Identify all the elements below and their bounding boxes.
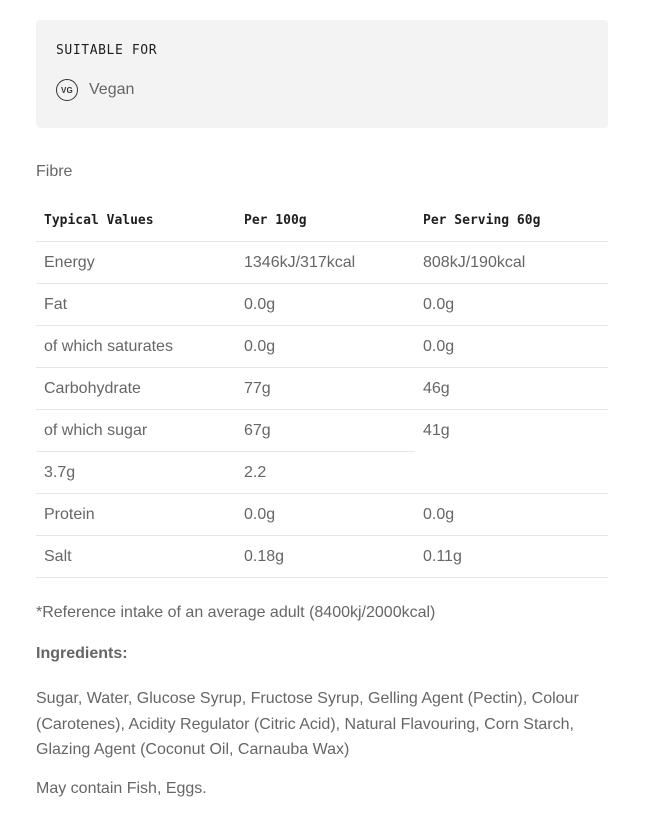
table-row [36,535,608,577]
header-per-serving: Per Serving 60g [415,200,608,241]
header-typical-values: Typical Values [36,200,236,241]
nutrient-name: Carbohydrate [36,367,236,409]
table-row [36,325,608,367]
table-row [36,367,608,409]
per-100g-value: 0.0g [236,493,415,535]
nutrient-name: of which sugar [36,409,236,451]
per-serving-value: 0.0g [415,283,608,325]
vegan-badge-icon: VG [56,79,78,101]
per-100g-value: 2.2 [236,451,415,493]
nutrient-name: Energy [36,241,236,283]
table-row [36,409,608,451]
per-100g-value: 77g [236,367,415,409]
per-100g-value: 0.0g [236,325,415,367]
per-100g-value: 67g [236,409,415,451]
per-serving-value: 41g [415,409,608,493]
per-100g-value: 0.0g [236,283,415,325]
nutrient-name: Salt [36,535,236,577]
nutrient-name: Fat [36,283,236,325]
per-100g-value: 1346kJ/317kcal [236,241,415,283]
nutrient-name: Protein [36,493,236,535]
table-header-row [36,200,608,241]
table-row [36,241,608,283]
per-serving-value: 808kJ/190kcal [415,241,608,283]
reference-intake-footnote: *Reference intake of an average adult (8400kj/2000kcal) [36,604,436,621]
table-row [36,493,608,535]
table-row [36,283,608,325]
per-serving-value: 0.0g [415,493,608,535]
nutrition-table [36,200,608,578]
nutrient-name: of which saturates [36,325,236,367]
fibre-label: Fibre [36,163,73,180]
diet-label: Vegan [89,81,135,98]
ingredients-text: Sugar, Water, Glucose Syrup, Fructose Syrup, Gelling Agent (Pectin), Colour (Carotenes), Acidity Regulator (Citric Acid), Natural Flavouring, Corn Starch, Glazing Agent (Coconut Oil, Carnauba Wax) [36,690,579,758]
ingredients-heading: Ingredients: [36,645,128,662]
per-serving-value: 0.11g [415,535,608,577]
allergen-warning: May contain Fish, Eggs. [36,780,207,797]
per-serving-value: 0.0g [415,325,608,367]
per-100g-value: 0.18g [236,535,415,577]
per-serving-value: 46g [415,367,608,409]
suitable-for-title: SUITABLE FOR [56,43,158,58]
suitable-for-panel [36,20,608,128]
header-per-100g: Per 100g [236,200,415,241]
nutrient-name: 3.7g [36,451,236,493]
diet-item-vegan [56,79,134,101]
